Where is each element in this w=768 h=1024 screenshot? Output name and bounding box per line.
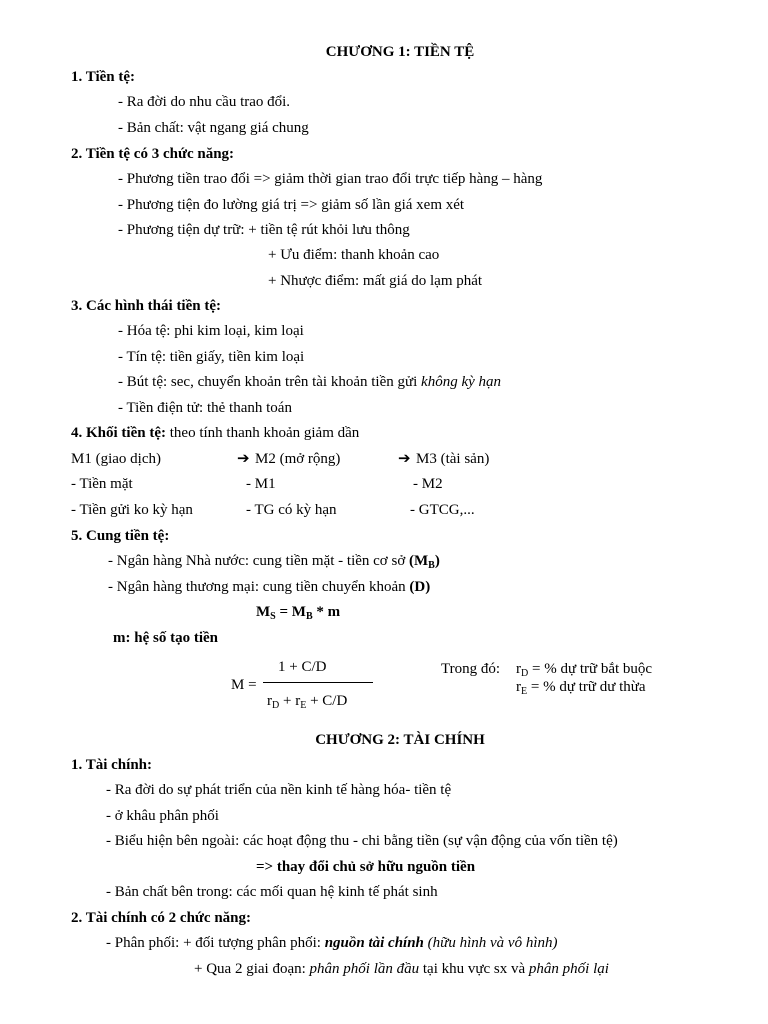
list-item: - Bản chất: vật ngang giá chung	[118, 120, 309, 136]
list-result: => thay đổi chủ sở hữu nguồn tiền	[256, 859, 476, 875]
legend-part: = % dự trữ dư thừa	[527, 679, 646, 695]
list-item-text: - Bút tệ: sec, chuyển khoản trên tài khoản tiền gửi	[118, 374, 422, 390]
eq-part: = M	[275, 604, 306, 620]
list-item: - ở khâu phân phối	[106, 808, 219, 824]
list-item: - Biểu hiện bên ngoài: các hoạt động thu - chi bằng tiền (sự vận động của vốn tiền tệ)	[106, 833, 618, 849]
list-item: - Phương tiện đo lường giá trị => giảm số lần giá xem xét	[118, 197, 465, 213]
subscript: B	[428, 560, 435, 571]
list-item: - Tín tệ: tiền giấy, tiền kim loại	[118, 349, 305, 365]
list-item: - Phương tiền trao đổi => giảm thời gian trao đổi trực tiếp hàng – hàng	[118, 171, 543, 187]
symbol	[409, 553, 440, 569]
symbol: (D)	[409, 579, 431, 595]
money-table-cell: M3 (tài sản)	[416, 451, 490, 467]
arrow-right-icon: ➔	[398, 451, 411, 467]
list-item	[108, 552, 440, 570]
money-supply-equation	[256, 603, 340, 621]
money-table-cell: - Tiền gửi ko kỳ hạn	[71, 502, 193, 518]
money-table-cell: - TG có kỳ hạn	[246, 502, 337, 518]
money-table-cell: - GTCG,...	[410, 502, 475, 518]
list-item: - Hóa tệ: phi kim loại, kim loại	[118, 323, 304, 339]
emphasis: phân phối lại	[528, 961, 609, 977]
list-item-text: - Ngân hàng Nhà nước: cung tiền mặt - tiền cơ sở	[108, 553, 410, 569]
emphasis: (hữu hình và vô hình)	[423, 935, 558, 951]
list-subitem	[194, 960, 609, 978]
list-item: - Phương tiện dự trữ: + tiền tệ rút khỏi lưu thông	[118, 222, 410, 238]
list-item	[118, 373, 501, 391]
fraction-bar	[263, 682, 373, 683]
list-item-text: - Ngân hàng thương mại: cung tiền chuyển khoản	[108, 579, 410, 595]
list-item-text: - Phân phối: + đối tượng phân phối:	[106, 935, 325, 951]
eq-part: * m	[312, 604, 341, 620]
subscript: E	[521, 686, 528, 697]
list-item: - Tiền điện tử: thẻ thanh toán	[118, 400, 292, 416]
multiplier-definition: m: hệ số tạo tiền	[113, 630, 218, 646]
formula-lhs: M =	[231, 677, 257, 693]
symbol-text: )	[434, 553, 440, 569]
chapter-1-title: CHƯƠNG 1: TIỀN TỆ	[325, 44, 475, 60]
money-table-cell: M2 (mở rộng)	[255, 451, 341, 467]
subscript: S	[270, 611, 276, 622]
list-subitem: + Ưu điểm: thanh khoản cao	[268, 247, 440, 263]
arrow-right-icon: ➔	[237, 451, 250, 467]
list-subitem: + Nhược điểm: mất giá do lạm phát	[268, 273, 483, 289]
eq-part: M	[256, 604, 271, 620]
formula-denominator	[267, 692, 347, 710]
legend-part: r	[516, 679, 521, 695]
formula-legend-re	[516, 678, 646, 696]
symbol-text: (M	[409, 553, 429, 569]
section-2-heading: 2. Tiền tệ có 3 chức năng:	[71, 146, 235, 162]
den-part: + C/D	[306, 693, 348, 709]
list-item-text: tại khu vực sx và	[419, 961, 529, 977]
formula-legend-rd	[516, 660, 652, 678]
emphasis: phân phối lần đầu	[309, 961, 420, 977]
money-table-cell: M1 (giao dịch)	[71, 451, 161, 467]
subscript: D	[521, 668, 529, 679]
section-1-heading: 1. Tài chính:	[71, 757, 152, 773]
emphasis: không kỳ hạn	[421, 374, 502, 390]
list-item: - Ra đời do nhu cầu trao đổi.	[118, 94, 291, 110]
heading-bold: 4. Khối tiền tệ:	[71, 425, 166, 441]
section-3-heading: 3. Các hình thái tiền tệ:	[71, 298, 221, 314]
den-part: r	[267, 693, 272, 709]
section-2-heading: 2. Tài chính có 2 chức năng:	[71, 910, 251, 926]
subscript: B	[305, 611, 313, 622]
den-part: + r	[279, 693, 301, 709]
chapter-2-title: CHƯƠNG 2: TÀI CHÍNH	[315, 732, 485, 748]
section-1-heading: 1. Tiền tệ:	[71, 69, 136, 85]
money-table-cell: - M1	[246, 476, 276, 492]
emphasis: nguồn tài chính	[324, 935, 424, 951]
heading-text: theo tính thanh khoản giảm dần	[166, 425, 360, 441]
list-item	[106, 934, 557, 952]
list-item: - Ra đời do sự phát triển của nền kinh tế hàng hóa- tiền tệ	[106, 782, 452, 798]
section-4-heading	[71, 424, 359, 442]
legend-part: = % dự trữ bắt buộc	[528, 661, 653, 677]
subscript: D	[272, 700, 280, 711]
section-5-heading: 5. Cung tiền tệ:	[71, 528, 170, 544]
list-item-text: + Qua 2 giai đoạn:	[194, 961, 310, 977]
legend-part: r	[516, 661, 521, 677]
formula-numerator: 1 + C/D	[278, 659, 327, 675]
subscript: E	[300, 700, 307, 711]
money-table-cell: - Tiền mặt	[71, 476, 133, 492]
money-table-cell: - M2	[413, 476, 443, 492]
list-item	[108, 578, 430, 596]
list-item: - Bản chất bên trong: các mối quan hệ kinh tế phát sinh	[106, 884, 438, 900]
formula-where-label: Trong đó:	[441, 661, 501, 677]
